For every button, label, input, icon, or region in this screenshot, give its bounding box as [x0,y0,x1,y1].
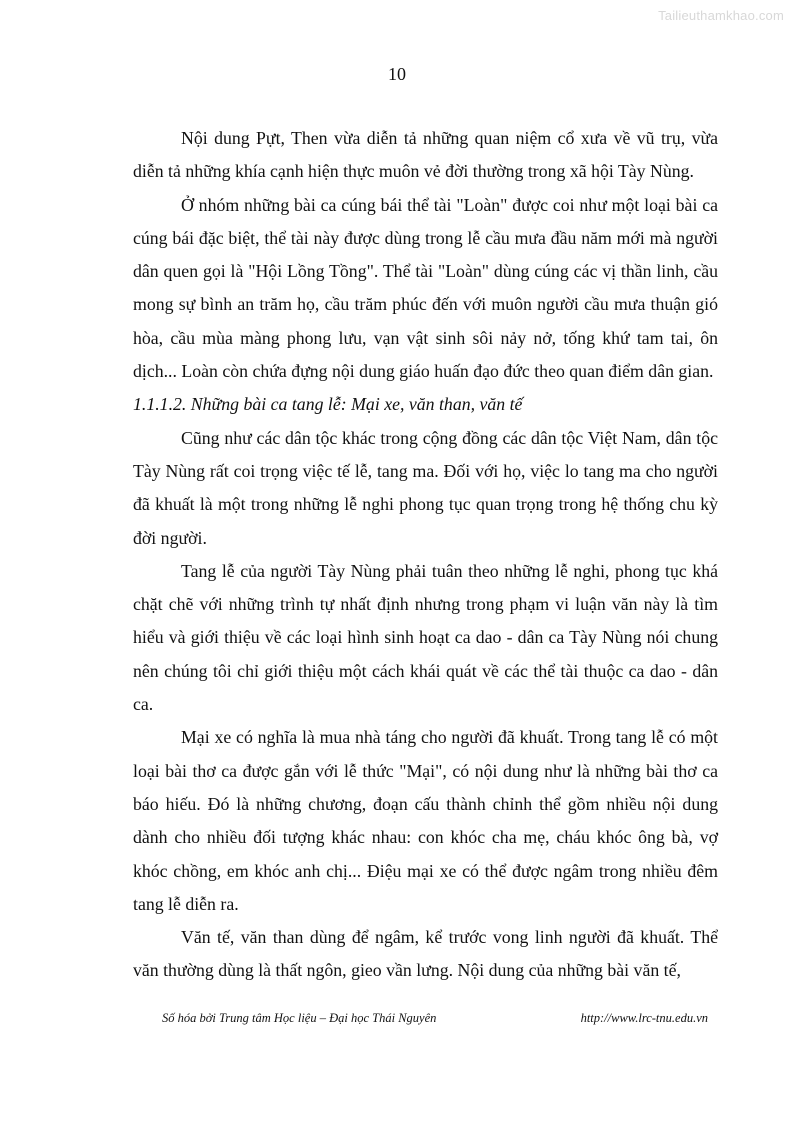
footer-credit: Số hóa bởi Trung tâm Học liệu – Đại học Thái Nguyên [162,1011,437,1025]
footer-url[interactable]: http://www.lrc-tnu.edu.vn [580,1011,708,1025]
section-heading: 1.1.1.2. Những bài ca tang lễ: Mại xe, văn than, văn tế [133,394,523,415]
page-number: 10 [388,64,406,84]
paragraph: Ở nhóm những bài ca cúng bái thể tài "Loàn" được coi như một loại bài ca cúng bái đặc biệt, thể tài này được dùng trong lễ cầu mưa đầu năm mới mà người dân quen gọi là "Hội Lồng Tồng". Thể tài "Loàn" dùng cúng các vị thần linh, cầu mong sự bình an trăm họ, cầu trăm phúc đến với muôn người cầu mưa thuận gió hòa, cầu mùa màng phong lưu, vạn vật sinh sôi nảy nở, tống khứ tam tai, ôn dịch... Loàn còn chứa đựng nội dung giáo huấn đạo đức theo quan điểm dân gian. [133,194,718,382]
document-body [133,122,718,988]
watermark: Tailieuthamkhao.com [658,8,784,23]
paragraph: Nội dung Pựt, Then vừa diễn tả những quan niệm cổ xưa về vũ trụ, vừa diễn tả những khía cạnh hiện thực muôn vẻ đời thường trong xã hội Tày Nùng. [133,128,718,182]
paragraph: Văn tế, văn than dùng để ngâm, kể trước vong linh người đã khuất. Thể văn thường dùng là thất ngôn, gieo vần lưng. Nội dung của những bài văn tế, [133,927,718,981]
paragraph: Tang lễ của người Tày Nùng phải tuân theo những lễ nghi, phong tục khá chặt chẽ với những trình tự nhất định nhưng trong phạm vi luận văn này là tìm hiểu và giới thiệu về các loại hình sinh hoạt ca dao - dân ca Tày Nùng nói chung nên chúng tôi chỉ giới thiệu một cách khái quát về các thể tài thuộc ca dao - dân ca. [133,560,718,715]
paragraph: Mại xe có nghĩa là mua nhà táng cho người đã khuất. Trong tang lễ có một loại bài thơ ca được gắn với lễ thức "Mại", có nội dung như là những bài thơ ca báo hiếu. Đó là những chương, đoạn cấu thành chỉnh thể gồm nhiều nội dung dành cho nhiều đối tượng khác nhau: con khóc cha mẹ, cháu khóc ông bà, vợ khóc chồng, em khóc anh chị... Điệu mại xe có thể được ngâm trong nhiều đêm tang lễ diễn ra. [133,727,718,914]
paragraph: Cũng như các dân tộc khác trong cộng đồng các dân tộc Việt Nam, dân tộc Tày Nùng rất coi trọng việc tế lễ, tang ma. Đối với họ, việc lo tang ma cho người đã khuất là một trong những lễ nghi phong tục quan trọng trong hệ thống chu kỳ đời người. [133,427,718,548]
